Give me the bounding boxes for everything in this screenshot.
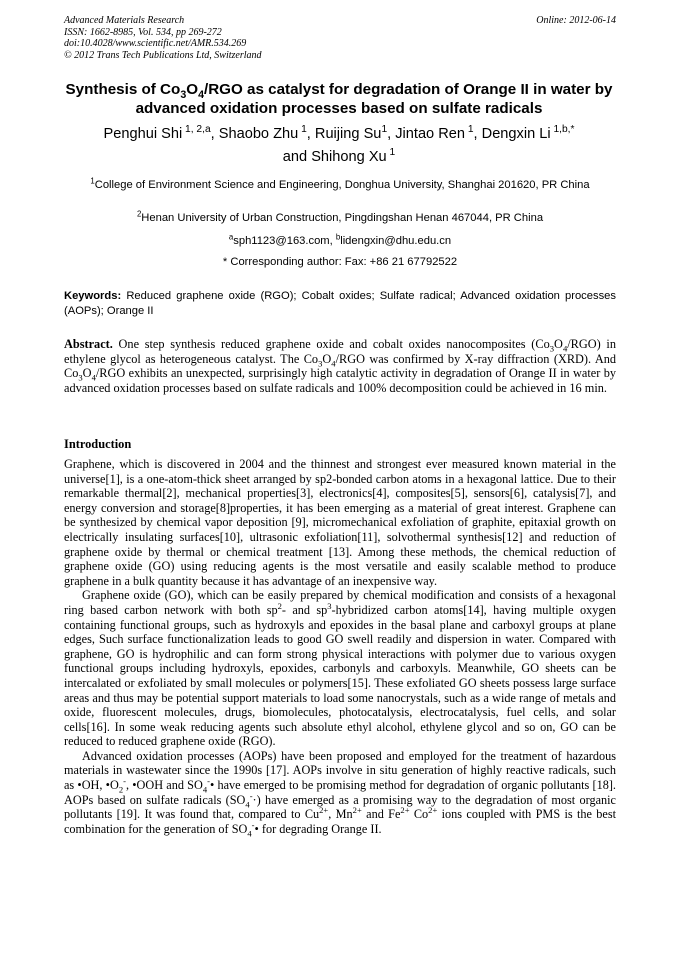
affiliation-2: $^2$Henan University of Urban Construction, Pingdingshan Henan 467044, PR China <box>136 209 544 224</box>
keywords: Keywords: Reduced graphene oxide (RGO); Cobalt oxides; Sulfate radical; Advanced oxidation processes (AOPs); Orange II <box>64 290 616 317</box>
author-name: Penghui Shi <box>103 126 183 142</box>
doi-line: doi:10.4028/www.scientific.net/AMR.534.269 <box>64 38 247 49</box>
paper-title: Synthesis of $Co_3O_4$/RGO as catalyst for degradation of Orange II in water by advanced oxidation processes based on sulfate radicals <box>65 81 613 117</box>
abstract-label: Abstract. <box>64 337 113 351</box>
online-date: Online: 2012-06-14 <box>536 15 616 26</box>
email-link[interactable]: sph1123@163.com, <box>233 235 336 247</box>
author-name: , Jintao Ren <box>387 126 466 142</box>
affiliation-1: $^1$College of Environment Science and Engineering, Donghua University, Shanghai 201620, PR China <box>90 176 590 191</box>
issn-line: ISSN: 1662-8985, Vol. 534, pp 269-272 <box>64 26 222 38</box>
copyright-line: © 2012 Trans Tech Publications Ltd, Switzerland <box>64 49 262 61</box>
author-name: , Shaobo Zhu <box>210 126 299 142</box>
introduction-body <box>64 457 617 839</box>
paragraph: Advanced oxidation processes (AOPs) have been proposed and employed for the treatment of hazardous materials in wastewater since the 1990s [17]. AOPs involve in situ generation of highly reactive radicals, such as •OH, $•O_2^-$, •OOH and $SO_4^-•$ have emerged to be promising method for degradation of organic pollutants [18]. AOPs based on sulfate radicals $(SO_4^-\cdot)$ have emerged as a promising way to the degradation of most organic pollutants [19]. It was found that, compared to $Cu^{2+}$, $Mn^{2+}$ and $Fe^{2+}$ $Co^{2+}$ ions coupled with PMS is the best combination for the generation of $SO_4^-•$ for degrading Orange II. <box>64 748 616 839</box>
journal-name: Advanced Materials Research <box>64 15 185 26</box>
paragraph: Graphene, which is discovered in 2004 and the thinnest and strongest ever measured known material in the universe[1], is a one-atom-thick sheet arranged by sp2-bonded carbon atoms in a hexagonal lattice. Due to their remarkable thermal[2], mechanical properties[3], electronics[4], composites[5], sensors[6], catalysis[7], and energy conversion and storage[8]properties, it has been emerging as a material of great interest. Graphene can be synthesized by chemical vapor deposition [9], micromechanical exfoliation of graphite, epitaxial growth on electrically insulating surfaces[10], ultrasonic exfoliation[11], solvothermal synthesis[12] and reduction of graphene oxide by thermal or chemical treatment [13]. Among these methods, the chemical reduction of graphene oxide (GO) using reducing agents is the most versatile and easily scalable method to produce graphene in a bulk quantity because it has advantage of an inexpensive way. <box>64 457 616 588</box>
author-list: Penghui Shi $^{1, 2,a}$, Shaobo Zhu $^1$, Ruijing Su$^1$, Jintao Ren $^1$, Dengxin Li $^{1,b,*}$ and Shihong Xu $^1$ <box>103 124 575 165</box>
keywords-label: Keywords: <box>64 290 122 302</box>
author-name: and Shihong Xu <box>282 148 387 165</box>
author-name: , Ruijing Su <box>306 126 382 142</box>
abstract: Abstract. One step synthesis reduced graphene oxide and cobalt oxides nanocomposites $(Co_3O_4/RGO)$ in ethylene glycol as heterogeneous catalyst. The $Co_3O_4$/RGO was confirmed by X-ray diffraction (XRD). And $Co_3O_4$/RGO exhibits an unexpected, surprisingly high catalytic activity in degradation of Orange II in water by advanced oxidation processes based on sulfate radicals and 100% decomposition could be achieved in 16 min. <box>64 337 616 395</box>
paragraph: Graphene oxide (GO), which can be easily prepared by chemical modification and consists of a hexagonal ring based carbon network with both $sp^2-$ and $sp^3$-hybridized carbon atoms[14], having multiple oxygen containing functional groups, such as hydroxyls and epoxides in the basal plane and carboxyl groups at plane edges, Such surface functionalization leads to good GO swell readily and dispersion in water. Compared with graphene, GO is hydrophilic and can form strong physical interactions with polymer due to various oxygen functional groups including hydroxyls, epoxides, carbonyls and carboxyls. Meanwhile, GO sheets can be intercalated or exfoliated by small molecules or polymers[15]. These exfoliated GO sheets possess large surface areas and thus may be potential support materials to load some nanocrystals, such as a wide range of metals and oxide, fluorescent molecules, drugs, biomolecules, photocatalysis, electrocatalysis, fuel cells, and solar cells[16]. In some weak reducing agents such absolute ethyl alcohol, ethylene glycol and so on, GO can be reduced to reduced graphene oxide (RGO). <box>64 588 617 749</box>
author-emails: $^a$sph1123@163.com, $^b$lidengxin@dhu.edu.cn <box>228 232 452 247</box>
section-heading-introduction: Introduction <box>64 437 132 451</box>
email-link[interactable]: lidengxin@dhu.edu.cn <box>340 235 452 247</box>
journal-header <box>64 15 616 61</box>
corresponding-author: * Corresponding author: Fax: +86 21 67792522 <box>222 256 458 268</box>
author-name: , Dengxin Li <box>473 126 551 142</box>
